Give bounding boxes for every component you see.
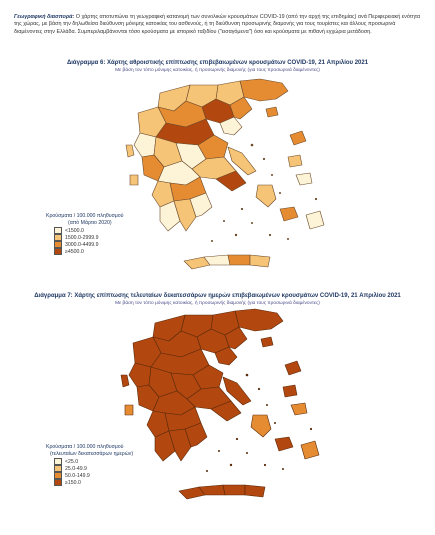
legend-swatch [54,458,62,465]
map-region [235,309,283,331]
map-region [296,173,312,185]
figure-6-title: Διάγραμμα 6: Χάρτης αθροιστικής επίπτωσης επιβεβαιωμένων κρουσμάτων COVID-19, 21 Απριλίου 2021 [66,60,369,66]
legend-item: 3000.0-4499.9 [54,241,124,248]
map-region [301,441,319,459]
figure-6-subtitle: Με βάση τον τόπο μόνιμης κατοικίας, ή προσωρινής διαμονής (για τους προσωρινά διαμένοντες) [115,68,320,73]
legend-subtitle: (από Μάρτιο 2020) [68,220,112,226]
map-region [256,185,276,207]
map-region [290,131,306,145]
map-region [251,415,271,437]
legend-swatch [54,479,62,486]
legend-subtitle: (τελευταίων δεκατεσσάρων ημερών) [50,451,134,457]
legend-item: 1500.0-2999.9 [54,234,124,241]
14-day-incidence-map [110,305,330,505]
figure-7-title: Διάγραμμα 7: Χάρτης επίπτωσης τελευταίων δεκατεσσάρων ημερών επιβεβαιωμένων κρουσμάτων COVID-19, 21 Απριλίου 2021 [34,293,401,299]
map-region [223,485,245,495]
legend-item: 25.0-49.9 [54,465,133,472]
legend-item: <1500.0 [54,227,124,234]
legend-swatch [54,241,62,248]
figure-7-subtitle: Με βάση τον τόπο μόνιμης κατοικίας, ή προσωρινής διαμονής (για τους προσωρινά διαμένοντες) [115,301,320,306]
map-region [291,403,307,415]
map-region [125,405,133,415]
intro-label: Γεωγραφική διασπορά: [14,14,75,20]
intro-paragraph [14,14,424,36]
map-region [275,437,293,451]
map-region [261,337,273,347]
map-region [266,107,278,117]
legend-item: ≥150.0 [54,479,133,486]
cumulative-incidence-map [120,75,330,275]
legend-title: Κρούσματα / 100.000 πληθυσμού [46,444,124,450]
legend-item: <25.0 [54,458,133,465]
legend-swatch [54,465,62,472]
map-region [245,485,265,497]
map-region [121,375,129,387]
map-region [285,361,301,375]
map-region [129,363,151,387]
map-region [280,207,298,221]
map-region [126,145,134,157]
figure-6-legend [46,213,124,255]
legend-title: Κρούσματα / 100.000 πληθυσμού [46,213,124,219]
map-region [130,175,138,185]
map-region [306,211,324,229]
intro-text: Ο χάρτης αποτυπώνει τη γεωγραφική κατανομή των συνολικών κρουσμάτων COVID-19 (από την αρχή της επιδημίας) ανά Περιφερειακή ενότητα της χώρας, με βάση την δηλωθείσα διεύθυνση μόνιμης κατοικίας του ασθενούς, ή τη διεύθυνση προσωρινής διαμονής για τους τουρίστες και άλλους προσωρινά διαμένοντες στην Ελλάδα. Συμπεριλαμβάνονται τόσο κρούσματα με ιστορικό ταξιδίου ("εισαγόμενα") όσο και κρούσματα με πιθανή εγχώρια μετάδοση. [14,14,421,35]
legend-swatch [54,472,62,479]
map-region [283,385,297,397]
legend-swatch [54,234,62,241]
map-region [228,255,250,265]
map-region [250,255,270,267]
legend-item: 50.0-149.9 [54,472,133,479]
figure-7-legend [46,444,133,486]
map-region [240,79,288,101]
legend-swatch [54,248,62,255]
legend-item: ≥4500.0 [54,248,124,255]
map-region [288,155,302,167]
map-region [134,133,156,157]
legend-swatch [54,227,62,234]
